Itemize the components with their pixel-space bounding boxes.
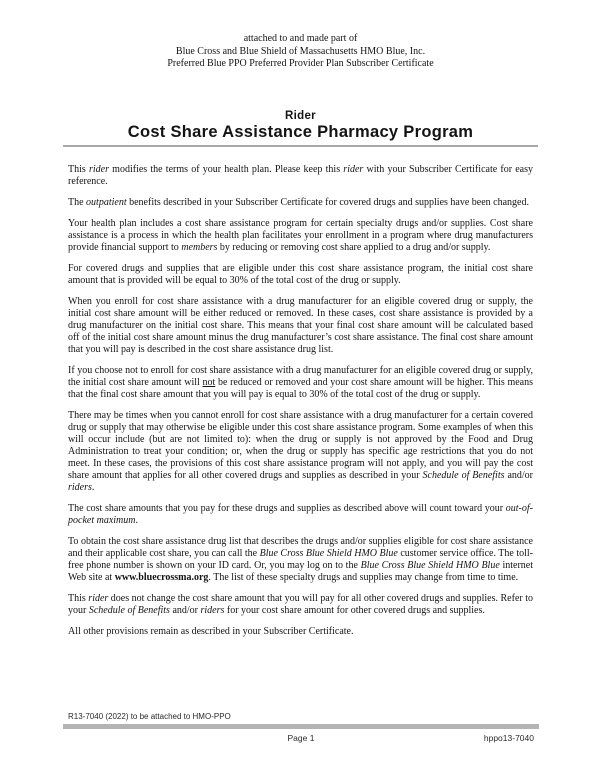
text-segment-italic: rider [88, 163, 109, 175]
certificate-attachment-header [68, 33, 533, 71]
text-segment: benefits described in your Subscriber Certificate for covered drugs and supplies have been changed. [126, 196, 529, 208]
text-segment: This [68, 163, 89, 175]
paragraph-rider-intro [68, 164, 533, 188]
text-segment: For covered drugs and supplies that are eligible under this cost share assistance program, the initial cost share amount that is provided will be equal to 30% of the total cost of the drug or supply. [68, 262, 533, 286]
text-segment: be reduced or removed and your cost share amount will be higher. This means that the final cost share amount that you will pay is equal to 30% of the total cost of the drug or supply. [68, 376, 533, 400]
footer-row [68, 733, 534, 743]
header-plan-line: Preferred Blue PPO Preferred Provider Plan Subscriber Certificate [167, 58, 434, 69]
text-segment: for your cost share amount for other covered drugs and supplies. [224, 604, 485, 616]
text-segment-italic: rider [88, 592, 109, 604]
paragraph-out-of-pocket [68, 503, 533, 527]
paragraph-other-provisions [68, 626, 533, 638]
paragraph-enroll-details [68, 296, 533, 356]
page-title: Cost Share Assistance Pharmacy Program [127, 122, 474, 141]
page-content [68, 0, 533, 647]
footer-divider-bar [63, 724, 539, 729]
header-attached-line: attached to and made part of [243, 33, 358, 44]
rider-kicker: Rider [285, 109, 316, 122]
paragraph-drug-list-contact [68, 536, 533, 584]
paragraph-exceptions [68, 410, 533, 494]
text-segment: This [68, 592, 89, 604]
text-segment-underline: not [202, 376, 216, 388]
text-segment: and/or [169, 604, 201, 616]
text-segment-italic: outpatient [86, 196, 127, 208]
text-segment-italic: rider [343, 163, 364, 175]
text-segment: The [68, 196, 87, 208]
text-segment: modifies the terms of your health plan. Please keep this [108, 163, 344, 175]
text-segment-italic: out-of-pocket maximum [68, 502, 533, 526]
text-segment-italic: Blue Cross Blue Shield HMO Blue [360, 559, 500, 571]
text-segment-italic: Blue Cross Blue Shield HMO Blue [259, 547, 398, 559]
text-segment-italic: Schedule of Benefits [422, 469, 505, 481]
text-segment-italic: riders [68, 481, 92, 493]
text-segment-italic: members [181, 241, 218, 253]
paragraph-other-cost-share [68, 593, 533, 617]
text-segment-italic: riders [200, 604, 225, 616]
title-rule [63, 145, 538, 147]
text-segment: Your health plan includes a cost share assistance program for certain specialty drugs and/or supplies. Cost share assistance is a process in which the health plan facilitates your enrollment in a program where drug manufacturers provide financial support to [68, 217, 533, 253]
text-segment: The cost share amounts that you pay for these drugs and supplies as described above will count toward your [68, 502, 506, 514]
paragraph-initial-cost-share [68, 263, 533, 287]
form-number: R13-7040 (2022) to be attached to HMO-PPO [68, 712, 231, 721]
title-block [68, 109, 533, 147]
text-segment: When you enroll for cost share assistance with a drug manufacturer for an eligible covered drug or supply, the initial cost share amount will be either reduced or removed. In these cases, cost share assistance is provided by a drug manufacturer on the initial cost share. This means that your final cost share amount will be calculated based off of the initial cost share amount minus the drug manufacturer’s cost share assistance. The final cost share amount that you will pay is described in the cost share assistance drug list. [68, 295, 533, 355]
page-footer [68, 712, 534, 743]
page-number: Page 1 [287, 733, 315, 743]
text-segment-italic: Schedule of Benefits [88, 604, 170, 616]
document-code: hppo13-7040 [483, 733, 534, 743]
website-url-text: www.bluecrossma.org [114, 571, 209, 583]
rider-body [68, 164, 533, 638]
text-segment: . [91, 481, 95, 493]
text-segment: internet Web site at [68, 559, 533, 583]
footer-spacer [68, 733, 223, 743]
text-segment: All other provisions remain as described in your Subscriber Certificate. [68, 625, 354, 637]
text-segment: customer service office. The toll-free phone number is shown on your ID card. Or, you may log on to the [68, 547, 533, 571]
text-segment: . The list of these specialty drugs and supplies may change from time to time. [208, 571, 519, 583]
header-company-line: Blue Cross and Blue Shield of Massachusetts HMO Blue, Inc. [175, 45, 426, 57]
text-segment: There may be times when you cannot enroll for cost share assistance with a drug manufacturer for a certain covered drug or supply that may otherwise be eligible under this cost share assistance program. Some examples of when this will occur include (but are not limited to): when the drug or supply is not approved by the Food and Drug Administration to treat your condition; or, when the drug or supply has specific age restrictions that you do not meet. In these cases, the provisions of this cost share assistance program will not apply, and you will pay the cost share amount that applies for all other covered drugs and supplies as described in your [68, 409, 533, 481]
paragraph-program-description [68, 218, 533, 254]
text-segment: To obtain the cost share assistance drug list that describes the drugs and/or supplies eligible for cost share assistance and their applicable cost share, you can call the [68, 535, 533, 559]
text-segment: . [135, 514, 138, 526]
paragraph-benefits-changed [68, 197, 533, 209]
text-segment: If you choose not to enroll for cost share assistance with a drug manufacturer for an eligible covered drug or supply, the initial cost share amount will [68, 364, 533, 388]
text-segment: by reducing or removing cost share applied to a drug and/or supply. [217, 241, 491, 253]
paragraph-not-enroll [68, 365, 533, 401]
text-segment: and/or [504, 469, 533, 481]
text-segment: with your Subscriber Certificate for easy reference. [68, 163, 533, 187]
text-segment: does not change the cost share amount that you will pay for all other covered drugs and supplies. Refer to your [68, 592, 534, 616]
